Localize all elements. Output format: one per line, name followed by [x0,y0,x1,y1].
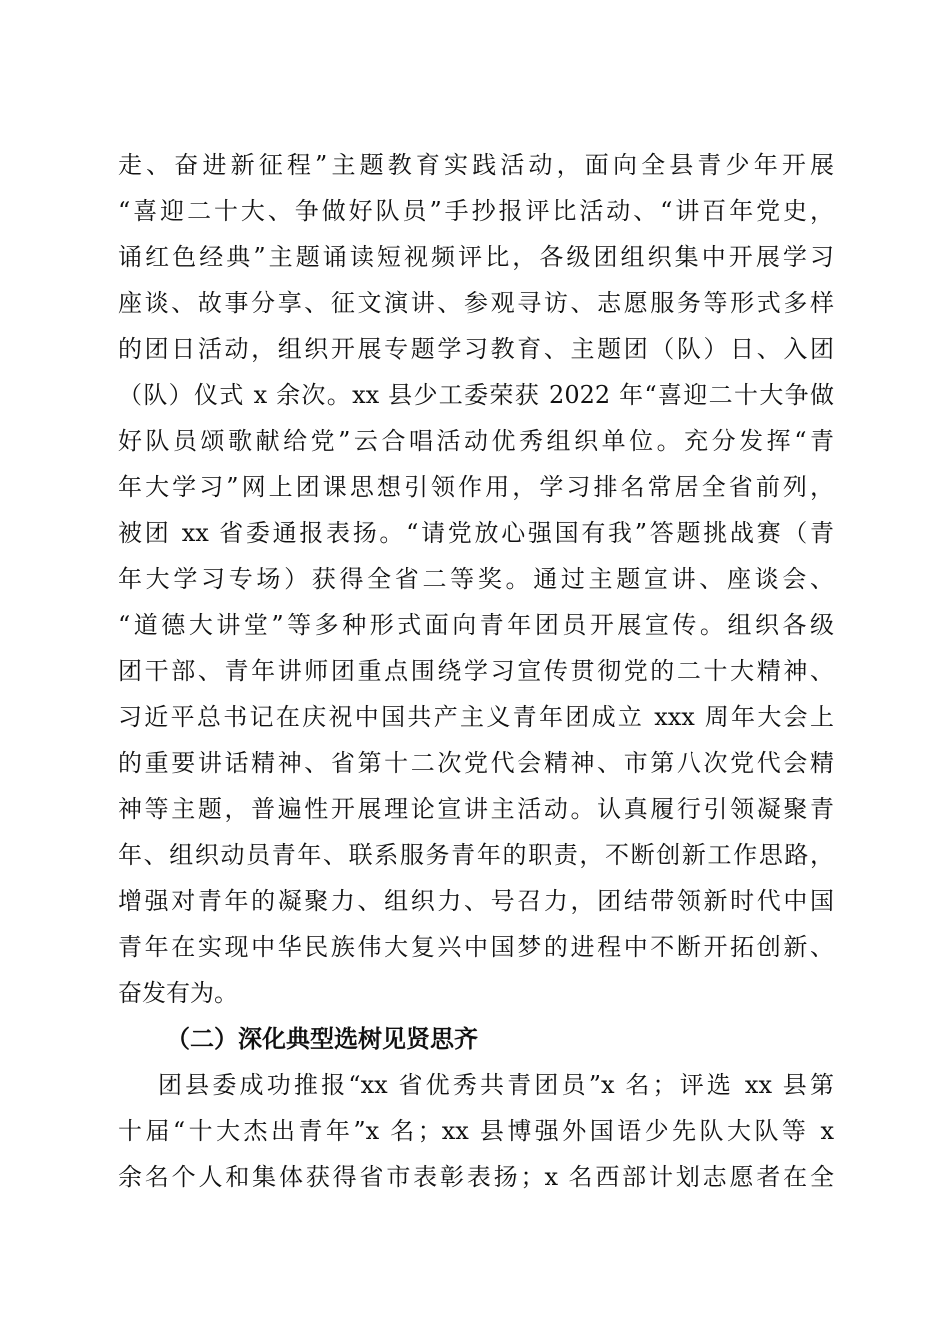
text-line: 走、奋进新征程”主题教育实践活动，面向全县青少年开展 [118,151,834,179]
text-line: 余名个人和集体获得省市表彰表扬；x 名西部计划志愿者在全 [118,1163,834,1191]
text-line: 神等主题，普遍性开展理论宣讲主活动。认真履行引领凝聚青 [118,795,834,823]
text-line: 好队员颂歌献给党”云合唱活动优秀组织单位。充分发挥“青 [118,427,834,455]
text-line: 年大学习专场）获得全省二等奖。通过主题宣讲、座谈会、 [118,565,834,593]
text-line: 奋发有为。 [118,979,238,1007]
paragraph-youth-education [118,142,834,1016]
text-line: “道德大讲堂”等多种形式面向青年团员开展宣传。组织各级 [118,611,834,639]
text-line: 团干部、青年讲师团重点围绕学习宣传贯彻党的二十大精神、 [118,657,834,685]
text-line: 增强对青年的凝聚力、组织力、号召力，团结带领新时代中国 [118,887,834,915]
text-line: 青年在实现中华民族伟大复兴中国梦的进程中不断开拓创新、 [118,933,834,961]
text-line: 习近平总书记在庆祝中国共产主义青年团成立 xxx 周年大会上 [118,703,834,731]
text-line: 诵红色经典”主题诵读短视频评比，各级团组织集中开展学习 [118,243,834,271]
text-line: 十届“十大杰出青年”x 名；xx 县博强外国语少先队大队等 x [118,1117,834,1145]
text-line: （队）仪式 x 余次。xx 县少工委荣获 2022 年“喜迎二十大争做 [118,381,834,409]
text-line: 年、组织动员青年、联系服务青年的职责，不断创新工作思路， [118,841,834,869]
text-line: 的团日活动，组织开展专题学习教育、主题团（队）日、入团 [118,335,834,363]
text-line: “喜迎二十大、争做好队员”手抄报评比活动、“讲百年党史， [118,197,834,225]
text-line: 年大学习”网上团课思想引领作用，学习排名常居全省前列， [118,473,834,501]
text-line: 团县委成功推报“xx 省优秀共青团员”x 名；评选 xx 县第 [158,1071,834,1099]
text-line: 座谈、故事分享、征文演讲、参观寻访、志愿服务等形式多样 [118,289,834,317]
text-line: 被团 xx 省委通报表扬。“请党放心强国有我”答题挑战赛（青 [118,519,834,547]
section-heading: （二）深化典型选树见贤思齐 [166,1024,478,1053]
paragraph-role-models [118,1062,834,1200]
text-line: 的重要讲话精神、省第十二次党代会精神、市第八次党代会精 [118,749,834,777]
document-body [118,142,834,1200]
